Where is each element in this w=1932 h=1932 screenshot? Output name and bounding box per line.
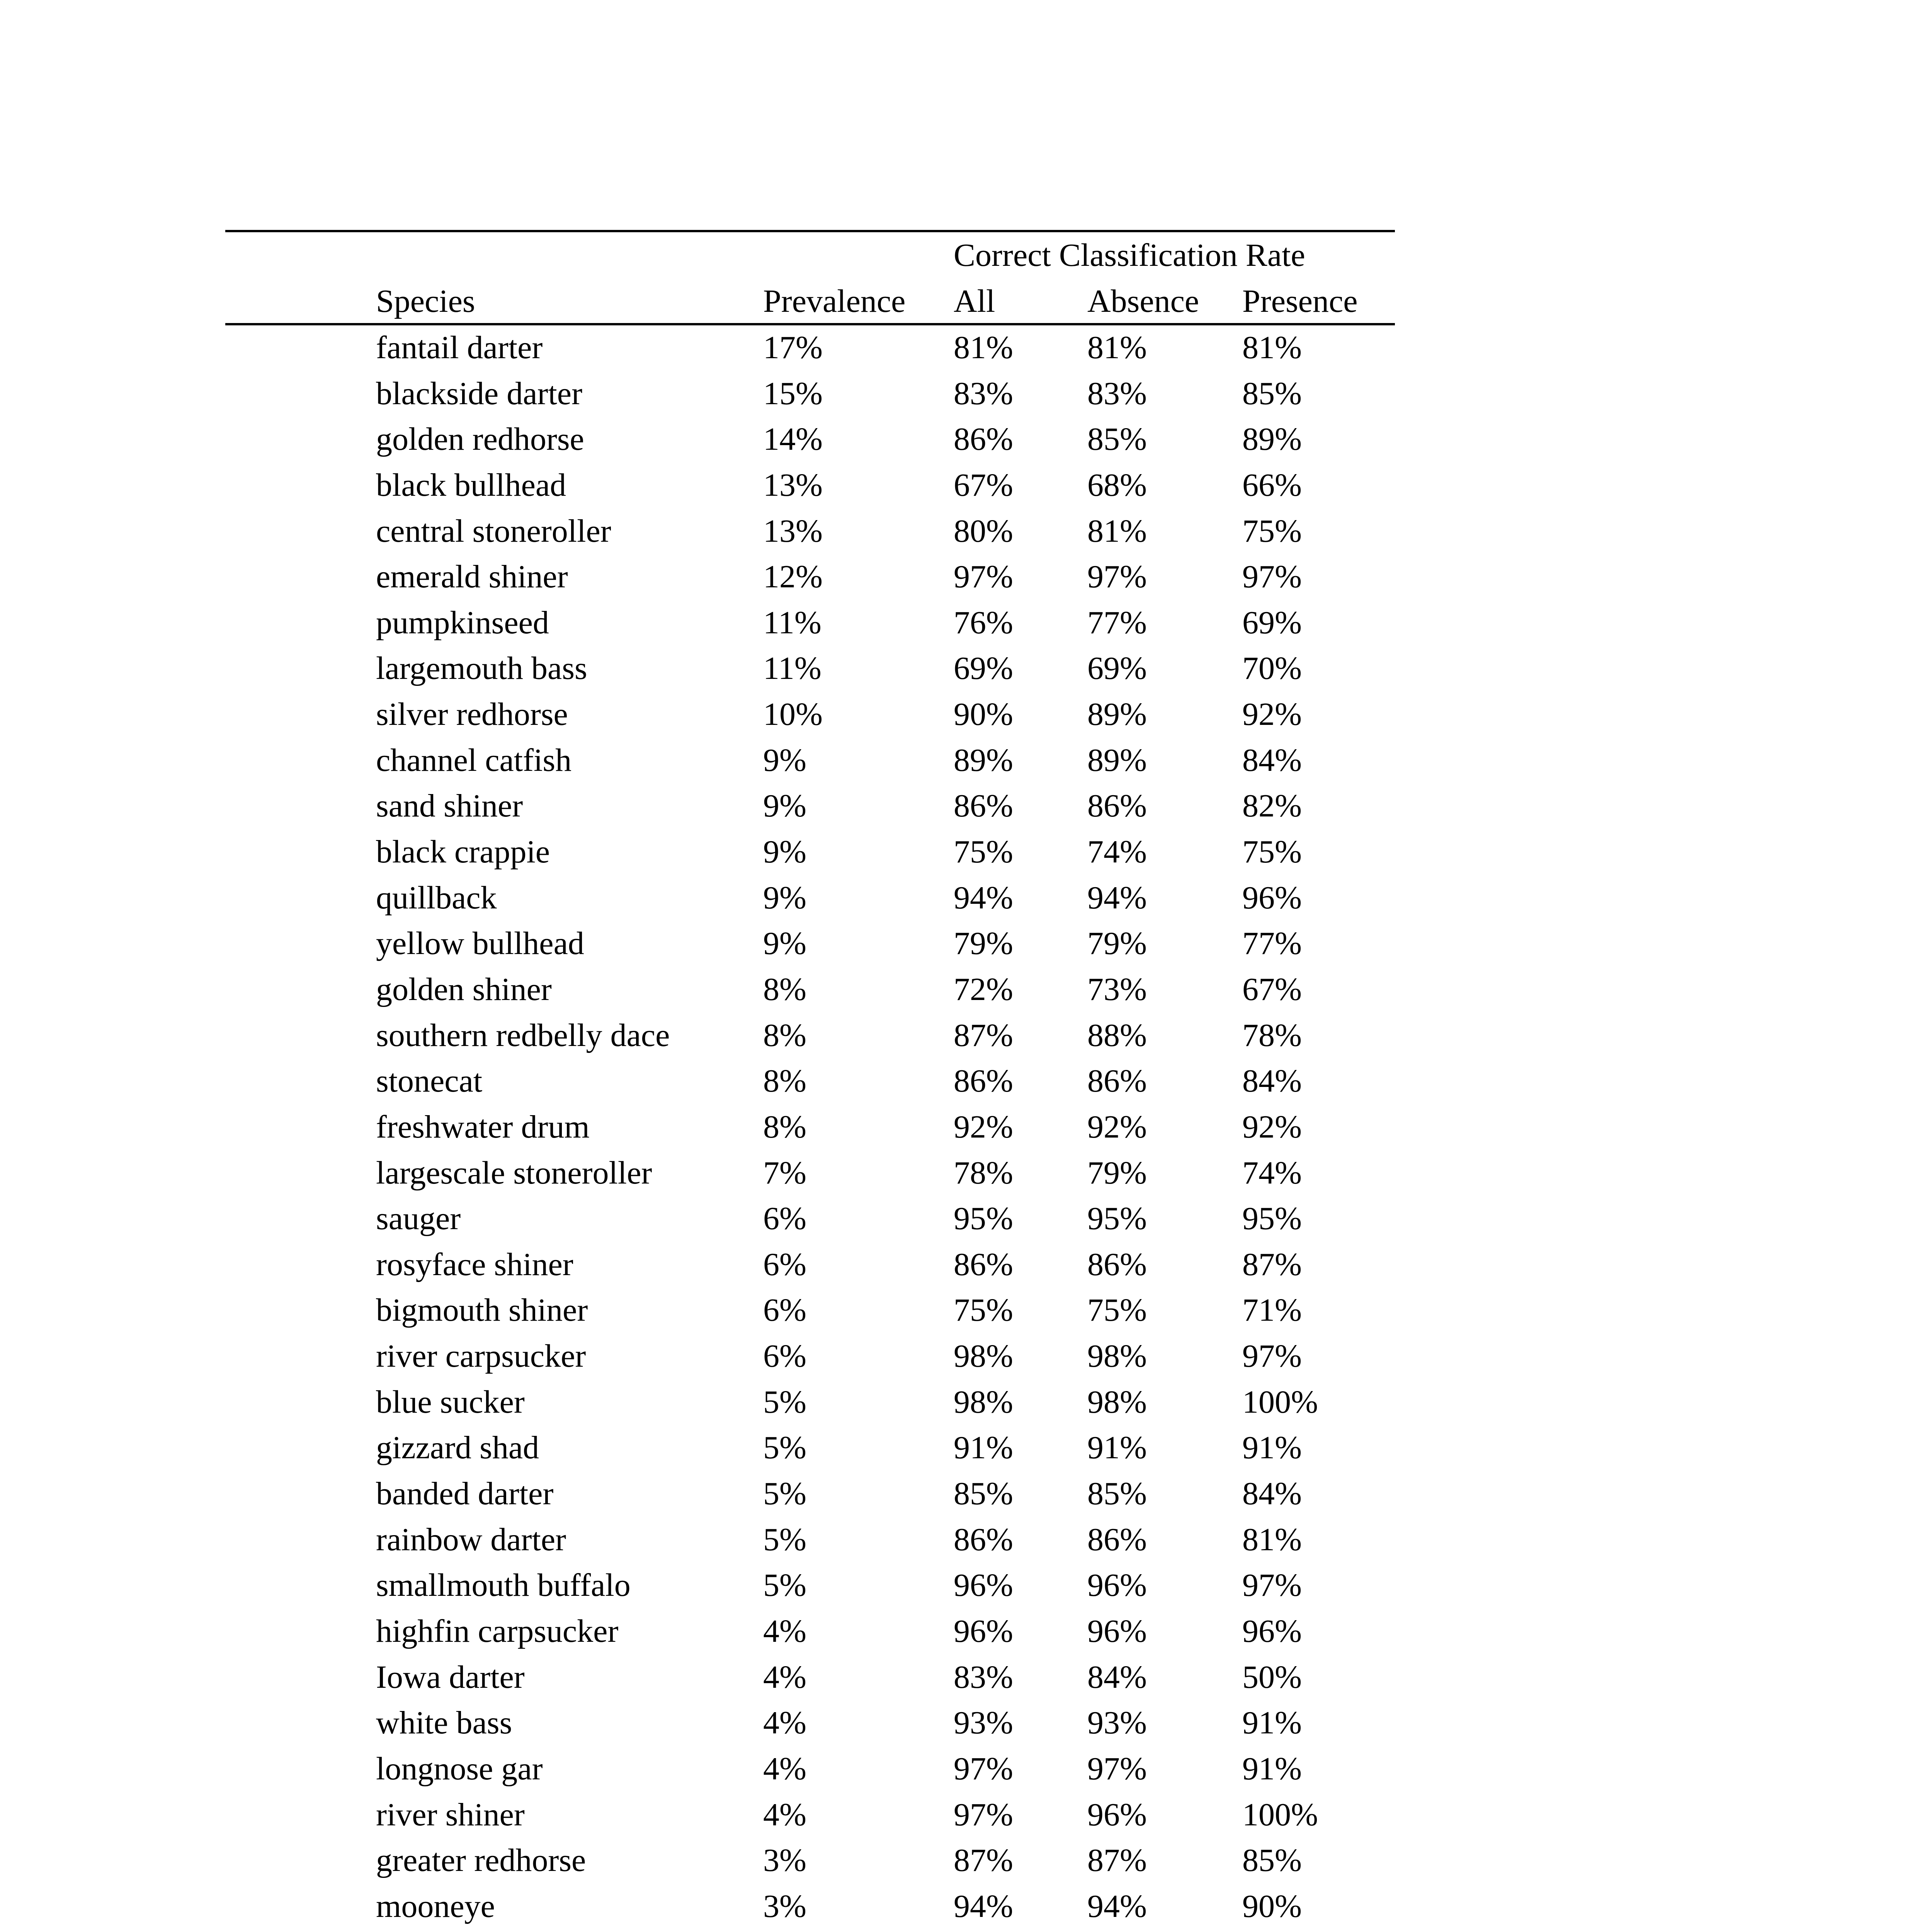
table-row [0,833,1932,879]
all-rate-cell: 72% [954,971,1013,1007]
all-rate-cell: 92% [954,1109,1013,1145]
table-row [0,328,1932,374]
absence-rate-cell: 73% [1087,971,1147,1007]
species-cell: rainbow darter [376,1521,566,1558]
prevalence-cell: 9% [763,788,806,824]
all-rate-cell: 97% [954,559,1013,595]
table-row [0,741,1932,787]
prevalence-cell: 5% [763,1476,806,1512]
classification-rate-group-header: Correct Classification Rate [954,237,1305,273]
prevalence-cell: 4% [763,1613,806,1649]
table-row [0,558,1932,604]
prevalence-cell: 9% [763,742,806,778]
prevalence-cell: 14% [763,421,823,457]
all-rate-cell: 75% [954,1292,1013,1328]
presence-rate-cell: 81% [1242,330,1302,366]
table-row [0,1154,1932,1200]
table-row [0,1520,1932,1566]
all-rate-cell: 78% [954,1155,1013,1191]
prevalence-cell: 9% [763,834,806,870]
prevalence-cell: 8% [763,971,806,1007]
presence-rate-cell: 95% [1242,1201,1302,1237]
prevalence-cell: 6% [763,1292,806,1328]
prevalence-cell: 11% [763,604,821,641]
prevalence-cell: 17% [763,330,823,366]
presence-rate-cell: 84% [1242,1476,1302,1512]
table-row [0,1245,1932,1291]
prevalence-cell: 6% [763,1246,806,1282]
prevalence-cell: 13% [763,467,823,503]
all-rate-cell: 86% [954,421,1013,457]
all-rate-cell: 81% [954,330,1013,366]
all-rate-cell: 67% [954,467,1013,503]
absence-rate-cell: 96% [1087,1567,1147,1604]
absence-rate-cell: 92% [1087,1109,1147,1145]
all-rate-cell: 91% [954,1430,1013,1466]
absence-rate-cell: 77% [1087,604,1147,641]
species-cell: golden shiner [376,971,552,1007]
all-rate-cell: 96% [954,1613,1013,1649]
species-cell: river shiner [376,1796,525,1833]
column-header-all: All [954,283,995,319]
prevalence-cell: 15% [763,375,823,412]
species-cell: black bullhead [376,467,566,503]
all-rate-cell: 96% [954,1567,1013,1604]
absence-rate-cell: 94% [1087,1888,1147,1924]
presence-rate-cell: 71% [1242,1292,1302,1328]
presence-rate-cell: 85% [1242,1842,1302,1879]
table-body [0,328,1932,1932]
table-row [0,924,1932,970]
table-row [0,879,1932,925]
presence-rate-cell: 91% [1242,1705,1302,1741]
prevalence-cell: 4% [763,1705,806,1741]
all-rate-cell: 87% [954,1017,1013,1053]
absence-rate-cell: 98% [1087,1338,1147,1374]
prevalence-cell: 3% [763,1888,806,1924]
all-rate-cell: 95% [954,1201,1013,1237]
presence-rate-cell: 74% [1242,1155,1302,1191]
table-row [0,970,1932,1016]
presence-rate-cell: 84% [1242,1063,1302,1099]
prevalence-cell: 8% [763,1017,806,1053]
all-rate-cell: 85% [954,1476,1013,1512]
presence-rate-cell: 67% [1242,971,1302,1007]
all-rate-cell: 94% [954,879,1013,916]
species-cell: mooneye [376,1888,495,1924]
species-cell: central stoneroller [376,513,611,549]
absence-rate-cell: 97% [1087,1750,1147,1787]
table-row [0,1658,1932,1704]
species-cell: freshwater drum [376,1109,590,1145]
absence-rate-cell: 88% [1087,1017,1147,1053]
table-row [0,604,1932,650]
absence-rate-cell: 79% [1087,1155,1147,1191]
table-row [0,1199,1932,1245]
species-cell: quillback [376,879,497,916]
table-row [0,1750,1932,1796]
species-cell: largescale stoneroller [376,1155,652,1191]
species-cell: stonecat [376,1063,483,1099]
all-rate-cell: 97% [954,1750,1013,1787]
presence-rate-cell: 100% [1242,1796,1318,1833]
prevalence-cell: 4% [763,1659,806,1695]
species-cell: longnose gar [376,1750,543,1787]
presence-rate-cell: 70% [1242,650,1302,687]
all-rate-cell: 86% [954,1521,1013,1558]
absence-rate-cell: 75% [1087,1292,1147,1328]
presence-rate-cell: 96% [1242,879,1302,916]
header-bottom-rule [225,323,1395,325]
prevalence-cell: 9% [763,879,806,916]
table-row [0,649,1932,695]
table-row [0,1383,1932,1429]
species-cell: fantail darter [376,330,543,366]
table-row [0,374,1932,420]
species-cell: black crappie [376,834,550,870]
table-row [0,466,1932,512]
table-row [0,787,1932,833]
prevalence-cell: 4% [763,1796,806,1833]
presence-rate-cell: 96% [1242,1613,1302,1649]
table-row [0,1475,1932,1520]
presence-rate-cell: 84% [1242,742,1302,778]
species-cell: channel catfish [376,742,572,778]
presence-rate-cell: 85% [1242,375,1302,412]
species-cell: greater redhorse [376,1842,586,1879]
all-rate-cell: 94% [954,1888,1013,1924]
all-rate-cell: 76% [954,604,1013,641]
presence-rate-cell: 66% [1242,467,1302,503]
absence-rate-cell: 89% [1087,696,1147,733]
presence-rate-cell: 97% [1242,559,1302,595]
all-rate-cell: 98% [954,1384,1013,1420]
presence-rate-cell: 87% [1242,1246,1302,1282]
absence-rate-cell: 91% [1087,1430,1147,1466]
species-cell: blue sucker [376,1384,525,1420]
prevalence-cell: 5% [763,1384,806,1420]
species-cell: gizzard shad [376,1430,539,1466]
prevalence-cell: 10% [763,696,823,733]
presence-rate-cell: 89% [1242,421,1302,457]
species-cell: yellow bullhead [376,925,584,962]
presence-rate-cell: 97% [1242,1338,1302,1374]
table-row [0,1429,1932,1475]
absence-rate-cell: 94% [1087,879,1147,916]
absence-rate-cell: 83% [1087,375,1147,412]
absence-rate-cell: 81% [1087,513,1147,549]
presence-rate-cell: 78% [1242,1017,1302,1053]
absence-rate-cell: 86% [1087,1521,1147,1558]
prevalence-cell: 5% [763,1521,806,1558]
absence-rate-cell: 69% [1087,650,1147,687]
table-row [0,1841,1932,1887]
prevalence-cell: 6% [763,1338,806,1374]
all-rate-cell: 98% [954,1338,1013,1374]
presence-rate-cell: 69% [1242,604,1302,641]
species-cell: golden redhorse [376,421,584,457]
presence-rate-cell: 91% [1242,1430,1302,1466]
prevalence-cell: 12% [763,559,823,595]
all-rate-cell: 90% [954,696,1013,733]
prevalence-cell: 3% [763,1842,806,1879]
prevalence-cell: 13% [763,513,823,549]
absence-rate-cell: 87% [1087,1842,1147,1879]
table-top-rule [225,230,1395,232]
absence-rate-cell: 74% [1087,834,1147,870]
table-row [0,1887,1932,1932]
species-cell: bigmouth shiner [376,1292,588,1328]
all-rate-cell: 87% [954,1842,1013,1879]
all-rate-cell: 83% [954,375,1013,412]
column-header-presence: Presence [1242,283,1358,319]
prevalence-cell: 6% [763,1201,806,1237]
absence-rate-cell: 86% [1087,788,1147,824]
prevalence-cell: 4% [763,1750,806,1787]
absence-rate-cell: 95% [1087,1201,1147,1237]
absence-rate-cell: 86% [1087,1246,1147,1282]
absence-rate-cell: 96% [1087,1796,1147,1833]
all-rate-cell: 80% [954,513,1013,549]
presence-rate-cell: 81% [1242,1521,1302,1558]
absence-rate-cell: 93% [1087,1705,1147,1741]
presence-rate-cell: 100% [1242,1384,1318,1420]
absence-rate-cell: 98% [1087,1384,1147,1420]
species-cell: silver redhorse [376,696,568,733]
species-cell: sauger [376,1201,461,1237]
column-header-prevalence: Prevalence [763,283,906,319]
species-cell: highfin carpsucker [376,1613,619,1649]
presence-rate-cell: 97% [1242,1567,1302,1604]
prevalence-cell: 5% [763,1430,806,1466]
absence-rate-cell: 68% [1087,467,1147,503]
all-rate-cell: 69% [954,650,1013,687]
table-row [0,1796,1932,1842]
absence-rate-cell: 96% [1087,1613,1147,1649]
table-row [0,512,1932,558]
all-rate-cell: 97% [954,1796,1013,1833]
table-row [0,1612,1932,1658]
table-row [0,1108,1932,1154]
table-row [0,1291,1932,1337]
table-row [0,420,1932,466]
species-cell: rosyface shiner [376,1246,573,1282]
absence-rate-cell: 85% [1087,421,1147,457]
absence-rate-cell: 84% [1087,1659,1147,1695]
prevalence-cell: 9% [763,925,806,962]
column-header-species: Species [376,283,475,319]
species-cell: blackside darter [376,375,583,412]
absence-rate-cell: 89% [1087,742,1147,778]
all-rate-cell: 93% [954,1705,1013,1741]
table-row [0,1566,1932,1612]
prevalence-cell: 11% [763,650,821,687]
presence-rate-cell: 82% [1242,788,1302,824]
presence-rate-cell: 90% [1242,1888,1302,1924]
prevalence-cell: 8% [763,1109,806,1145]
presence-rate-cell: 75% [1242,513,1302,549]
absence-rate-cell: 85% [1087,1476,1147,1512]
species-cell: southern redbelly dace [376,1017,670,1053]
species-cell: emerald shiner [376,559,568,595]
species-cell: banded darter [376,1476,554,1512]
prevalence-cell: 8% [763,1063,806,1099]
presence-rate-cell: 77% [1242,925,1302,962]
prevalence-cell: 5% [763,1567,806,1604]
absence-rate-cell: 86% [1087,1063,1147,1099]
table-row [0,695,1932,741]
species-cell: smallmouth buffalo [376,1567,631,1604]
absence-rate-cell: 97% [1087,559,1147,595]
table-row [0,1704,1932,1750]
species-cell: white bass [376,1705,512,1741]
presence-rate-cell: 75% [1242,834,1302,870]
absence-rate-cell: 79% [1087,925,1147,962]
all-rate-cell: 86% [954,1246,1013,1282]
table-row [0,1016,1932,1062]
table-row [0,1062,1932,1108]
presence-rate-cell: 92% [1242,1109,1302,1145]
all-rate-cell: 83% [954,1659,1013,1695]
all-rate-cell: 86% [954,1063,1013,1099]
species-cell: sand shiner [376,788,523,824]
presence-rate-cell: 91% [1242,1750,1302,1787]
species-cell: largemouth bass [376,650,587,687]
all-rate-cell: 89% [954,742,1013,778]
all-rate-cell: 86% [954,788,1013,824]
prevalence-cell: 7% [763,1155,806,1191]
species-cell: pumpkinseed [376,604,549,641]
presence-rate-cell: 50% [1242,1659,1302,1695]
species-cell: Iowa darter [376,1659,525,1695]
column-header-absence: Absence [1087,283,1199,319]
all-rate-cell: 79% [954,925,1013,962]
absence-rate-cell: 81% [1087,330,1147,366]
species-cell: river carpsucker [376,1338,586,1374]
all-rate-cell: 75% [954,834,1013,870]
table-row [0,1337,1932,1383]
presence-rate-cell: 92% [1242,696,1302,733]
